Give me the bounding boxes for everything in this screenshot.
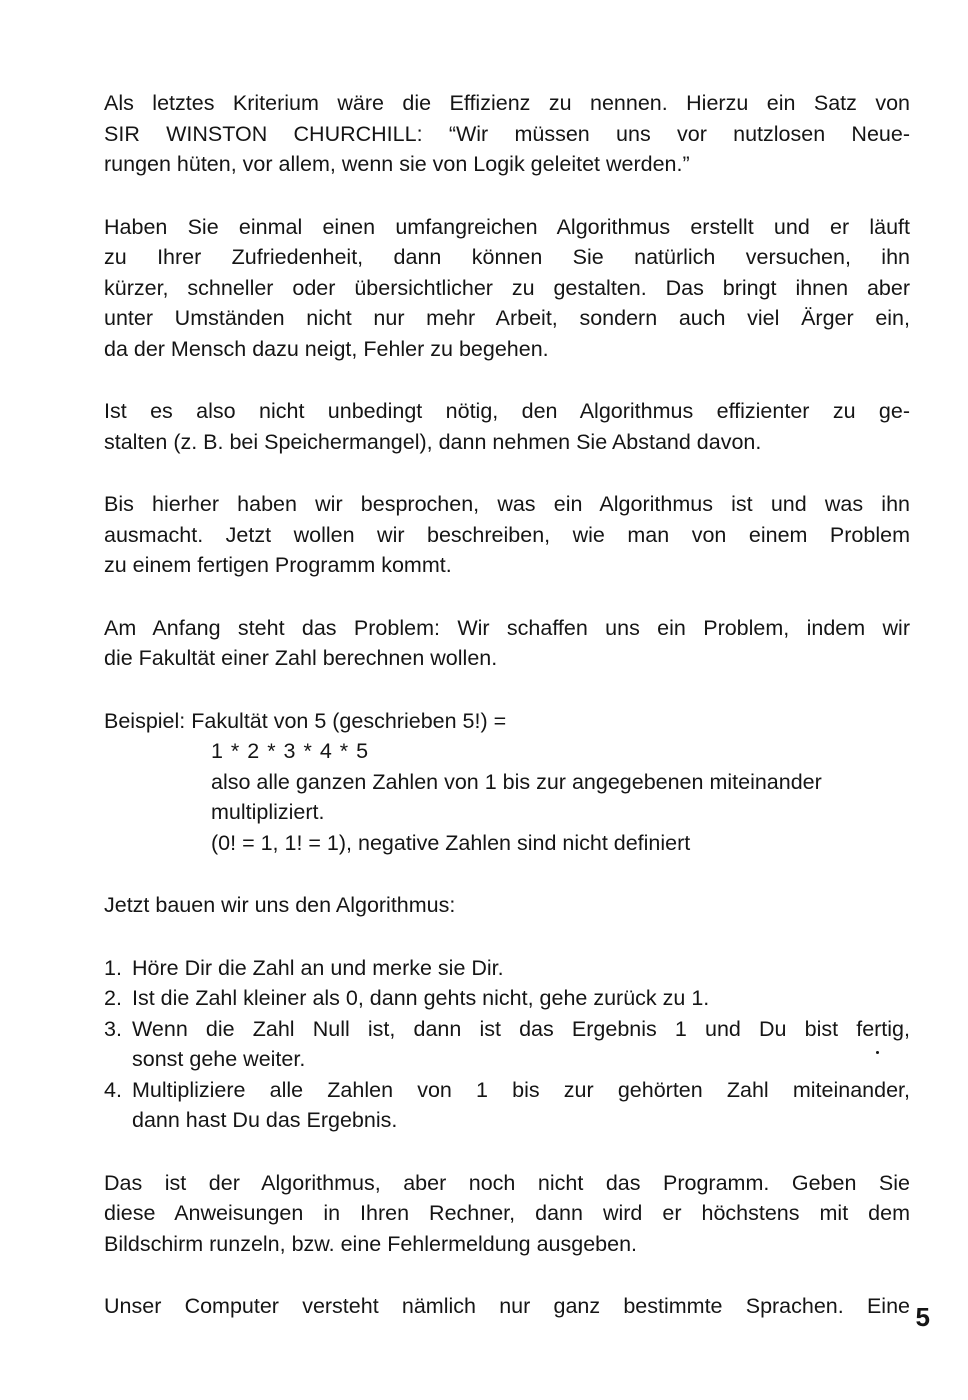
list-item — [104, 1075, 910, 1136]
step-number: 2. — [104, 986, 122, 1010]
text-line: zu Ihrer Zufriedenheit, dann können Sie natürlich versuchen, ihn — [104, 245, 910, 269]
text-line: rungen hüten, vor allem, wenn sie von Logik geleitet werden.” — [104, 152, 690, 176]
example-description: also alle ganzen Zahlen von 1 bis zur angegebenen miteinander — [211, 769, 822, 794]
text-line: die Fakultät einer Zahl berechnen wollen. — [104, 646, 498, 670]
example-heading: Fakultät von 5 (geschrieben 5!) = — [191, 708, 507, 733]
text-line: kürzer, schneller oder übersichtlicher zu gestalten. Das bringt ihnen aber — [104, 275, 910, 300]
text-line: Unser Computer versteht nämlich nur ganz bestimmte Sprachen. Eine — [104, 1294, 910, 1318]
list-item — [104, 1014, 910, 1075]
text-line: unter Umständen nicht nur mehr Arbeit, sondern auch viel Ärger ein, — [104, 306, 910, 330]
page-number: 5 — [915, 1302, 930, 1332]
text-line: Als letztes Kriterium wäre die Effizienz zu nennen. Hierzu ein Satz von — [104, 91, 910, 115]
step-text: Höre Dir die Zahl an und merke sie Dir. — [132, 955, 504, 980]
text-line: da der Mensch dazu neigt, Fehler zu begehen. — [104, 336, 549, 361]
paragraph-not-program — [104, 1168, 910, 1260]
paragraph-advice — [104, 396, 910, 457]
list-item — [104, 953, 910, 984]
example-description: multipliziert. — [211, 800, 325, 824]
step-text: Wenn die Zahl Null ist, dann ist das Ergebnis 1 und Du bist fertig, — [132, 1016, 910, 1041]
text-line: Am Anfang steht das Problem: Wir schaffen uns ein Problem, indem wir — [104, 615, 910, 640]
text-line: SIR WINSTON CHURCHILL: “Wir müssen uns vor nutzlosen Neue- — [104, 121, 910, 146]
text-line: diese Anweisungen in Ihren Rechner, dann wird er höchstens mit dem — [104, 1201, 910, 1225]
text-line: Ist es also nicht unbedingt nötig, den Algorithmus effizienter zu ge- — [104, 399, 910, 423]
step-number: 3. — [104, 1016, 122, 1041]
example-heading-line — [104, 706, 910, 737]
step-number: 4. — [104, 1077, 122, 1102]
text-line: stalten (z. B. bei Speichermangel), dann nehmen Sie Abstand davon. — [104, 429, 762, 454]
text-line: zu einem fertigen Programm kommt. — [104, 553, 452, 577]
text-line: Das ist der Algorithmus, aber noch nicht das Programm. Geben Sie — [104, 1170, 910, 1195]
example-formula: 1 * 2 * 3 * 4 * 5 — [211, 739, 370, 763]
step-text: Ist die Zahl kleiner als 0, dann gehts nicht, gehe zurück zu 1. — [132, 986, 710, 1010]
paragraph-languages — [104, 1291, 910, 1322]
step-text: dann hast Du das Ergebnis. — [132, 1108, 398, 1132]
algorithm-intro — [104, 890, 910, 921]
text-line: Jetzt bauen wir uns den Algorithmus: — [104, 893, 456, 917]
list-item — [104, 983, 910, 1014]
step-number: 1. — [104, 955, 122, 980]
paragraph-optimization — [104, 212, 910, 365]
algorithm-steps — [104, 953, 910, 1136]
print-speck — [876, 1051, 879, 1054]
text-line: Bis hierher haben wir besprochen, was ein Algorithmus ist und was ihn — [104, 492, 910, 516]
paragraph-transition — [104, 489, 910, 581]
page-body — [104, 88, 910, 1354]
text-line: Bildschirm runzeln, bzw. eine Fehlermeldung ausgeben. — [104, 1231, 638, 1256]
paragraph-problem — [104, 613, 910, 674]
step-text: sonst gehe weiter. — [132, 1047, 306, 1071]
text-line: ausmacht. Jetzt wollen wir beschreiben, wie man von einem Problem — [104, 522, 910, 547]
example-note: (0! = 1, 1! = 1), negative Zahlen sind nicht definiert — [211, 830, 691, 855]
example-label: Beispiel: — [104, 708, 186, 733]
text-line: Haben Sie einmal einen umfangreichen Algorithmus erstellt und er läuft — [104, 214, 910, 239]
paragraph-efficiency — [104, 88, 910, 180]
step-text: Multipliziere alle Zahlen von 1 bis zur gehörten Zahl miteinander, — [132, 1077, 910, 1102]
factorial-example — [104, 706, 910, 859]
